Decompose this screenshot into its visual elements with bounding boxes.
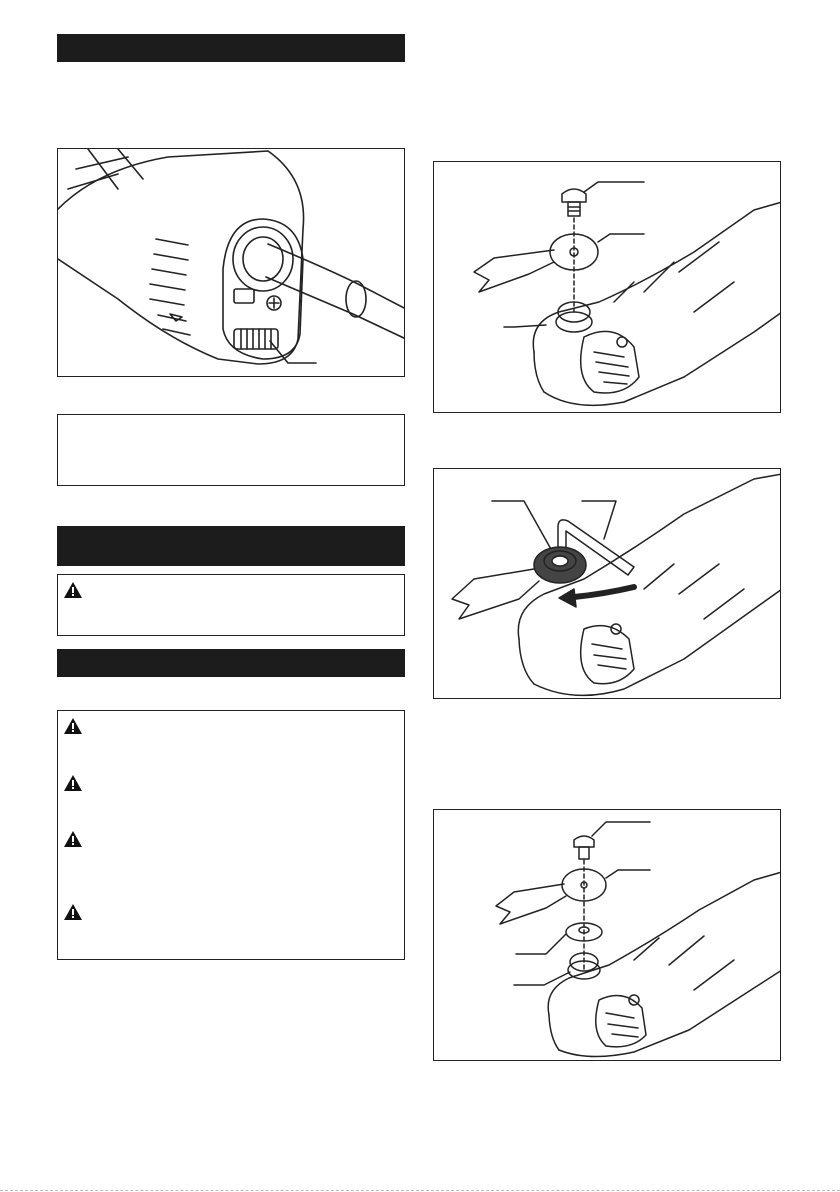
section-heading-band-3 [57,649,405,677]
warning-triangle-icon [64,904,82,920]
figure-blade-adapter-exploded [433,809,781,1061]
figure-hex-wrench [433,468,781,699]
speed-dial-illustration [58,149,405,377]
figure-speed-dial [57,148,405,377]
warning-triangle-icon [64,718,82,734]
blade-adapter-exploded-illustration [434,810,781,1061]
note-box-warning-single [57,574,405,636]
warning-triangle-icon [64,775,82,791]
hex-wrench-illustration [434,469,781,699]
warning-triangle-icon [64,582,82,598]
blade-exploded-illustration [434,162,781,413]
section-heading-band-1 [57,34,405,62]
warning-triangle-icon [64,831,82,847]
figure-blade-exploded [433,161,781,413]
note-box-plain [57,414,405,486]
note-box-warnings-list [57,710,405,960]
section-heading-band-2 [57,526,405,566]
page-bottom-rule [0,1190,840,1191]
